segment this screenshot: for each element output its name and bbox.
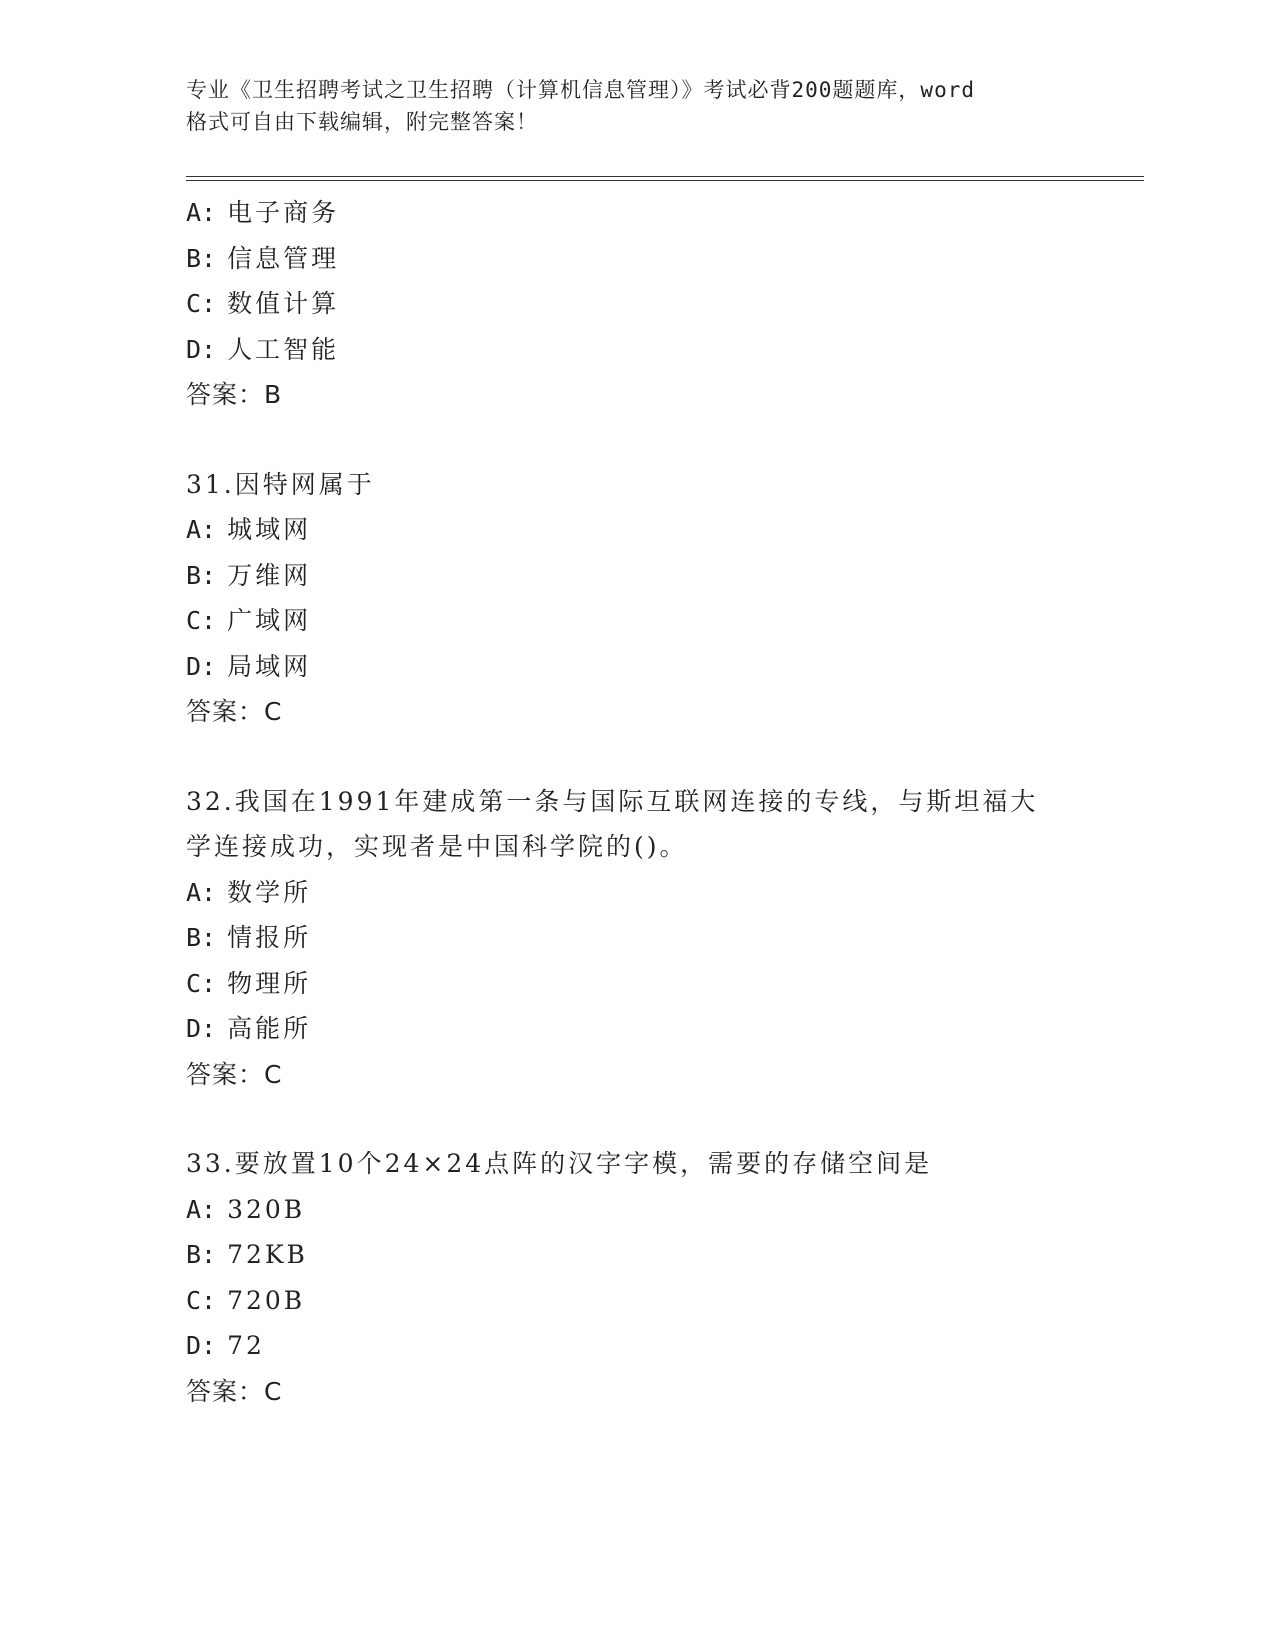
option-line [186, 1187, 1086, 1233]
option-text: 广域网 [227, 606, 312, 635]
option-text: 人工智能 [227, 334, 340, 364]
option-line [186, 236, 1086, 282]
spacer [186, 418, 1086, 462]
spacer [186, 735, 1086, 779]
option-text: 72 [227, 1331, 265, 1360]
option-text: 电子商务 [227, 198, 340, 227]
header-title-line-2: 格式可自由下载编辑，附完整答案！ [186, 110, 538, 134]
answer-line: 答案：B [186, 380, 283, 409]
option-letter: D: [186, 334, 217, 364]
option-line [186, 1323, 1086, 1369]
question-stem: 32.我国在1991年建成第一条与国际互联网连接的专线，与斯坦福大 [186, 786, 1039, 816]
option-text: 万维网 [227, 560, 312, 590]
question-stem: 33.要放置10个24×24点阵的汉字字模，需要的存储空间是 [186, 1149, 933, 1178]
option-line [186, 327, 1086, 373]
option-text: 高能所 [227, 1014, 312, 1043]
option-text: 信息管理 [227, 243, 340, 273]
option-line [186, 190, 1086, 236]
option-line [186, 281, 1086, 327]
option-text: 72KB [227, 1240, 308, 1269]
option-letter: C: [186, 289, 217, 318]
option-letter: D: [186, 1331, 217, 1360]
page-header [186, 74, 1086, 138]
option-text: 数学所 [227, 877, 312, 907]
option-text: 720B [227, 1285, 306, 1315]
header-divider [186, 176, 1144, 181]
answer-line: 答案：C [186, 1376, 283, 1406]
answer-line: 答案：C [186, 1059, 283, 1089]
question-33 [186, 1141, 1086, 1414]
option-letter: D: [186, 651, 217, 681]
option-text: 情报所 [227, 923, 312, 952]
option-letter: B: [186, 923, 217, 952]
option-letter: C: [186, 606, 217, 635]
option-letter: A: [186, 1194, 217, 1224]
option-line [186, 870, 1086, 916]
option-line [186, 1278, 1086, 1324]
option-text: 320B [227, 1194, 306, 1224]
option-line [186, 598, 1086, 644]
option-letter: A: [186, 515, 217, 544]
option-line [186, 507, 1086, 553]
option-letter: C: [186, 968, 217, 998]
option-text: 城域网 [227, 515, 312, 544]
option-text: 数值计算 [227, 289, 340, 318]
question-32 [186, 779, 1086, 1098]
option-line [186, 644, 1086, 690]
option-letter: A: [186, 877, 217, 907]
document-body [186, 190, 1086, 1414]
question-30-continued [186, 190, 1086, 418]
question-stem: 学连接成功，实现者是中国科学院的()。 [186, 832, 688, 861]
spacer [186, 1097, 1086, 1141]
option-line [186, 1232, 1086, 1278]
option-letter: B: [186, 560, 217, 590]
option-line [186, 961, 1086, 1007]
option-text: 局域网 [227, 651, 312, 681]
option-letter: B: [186, 243, 217, 273]
option-line [186, 915, 1086, 961]
option-letter: B: [186, 1240, 217, 1269]
question-31 [186, 462, 1086, 735]
option-line [186, 553, 1086, 599]
option-letter: D: [186, 1014, 217, 1043]
option-line [186, 1006, 1086, 1052]
header-title-line-1: 专业《卫生招聘考试之卫生招聘（计算机信息管理）》考试必背200题题库，word [186, 78, 975, 102]
option-letter: A: [186, 198, 217, 227]
answer-line: 答案：C [186, 697, 283, 726]
question-stem: 31.因特网属于 [186, 469, 375, 499]
option-letter: C: [186, 1285, 217, 1315]
option-text: 物理所 [227, 968, 312, 998]
